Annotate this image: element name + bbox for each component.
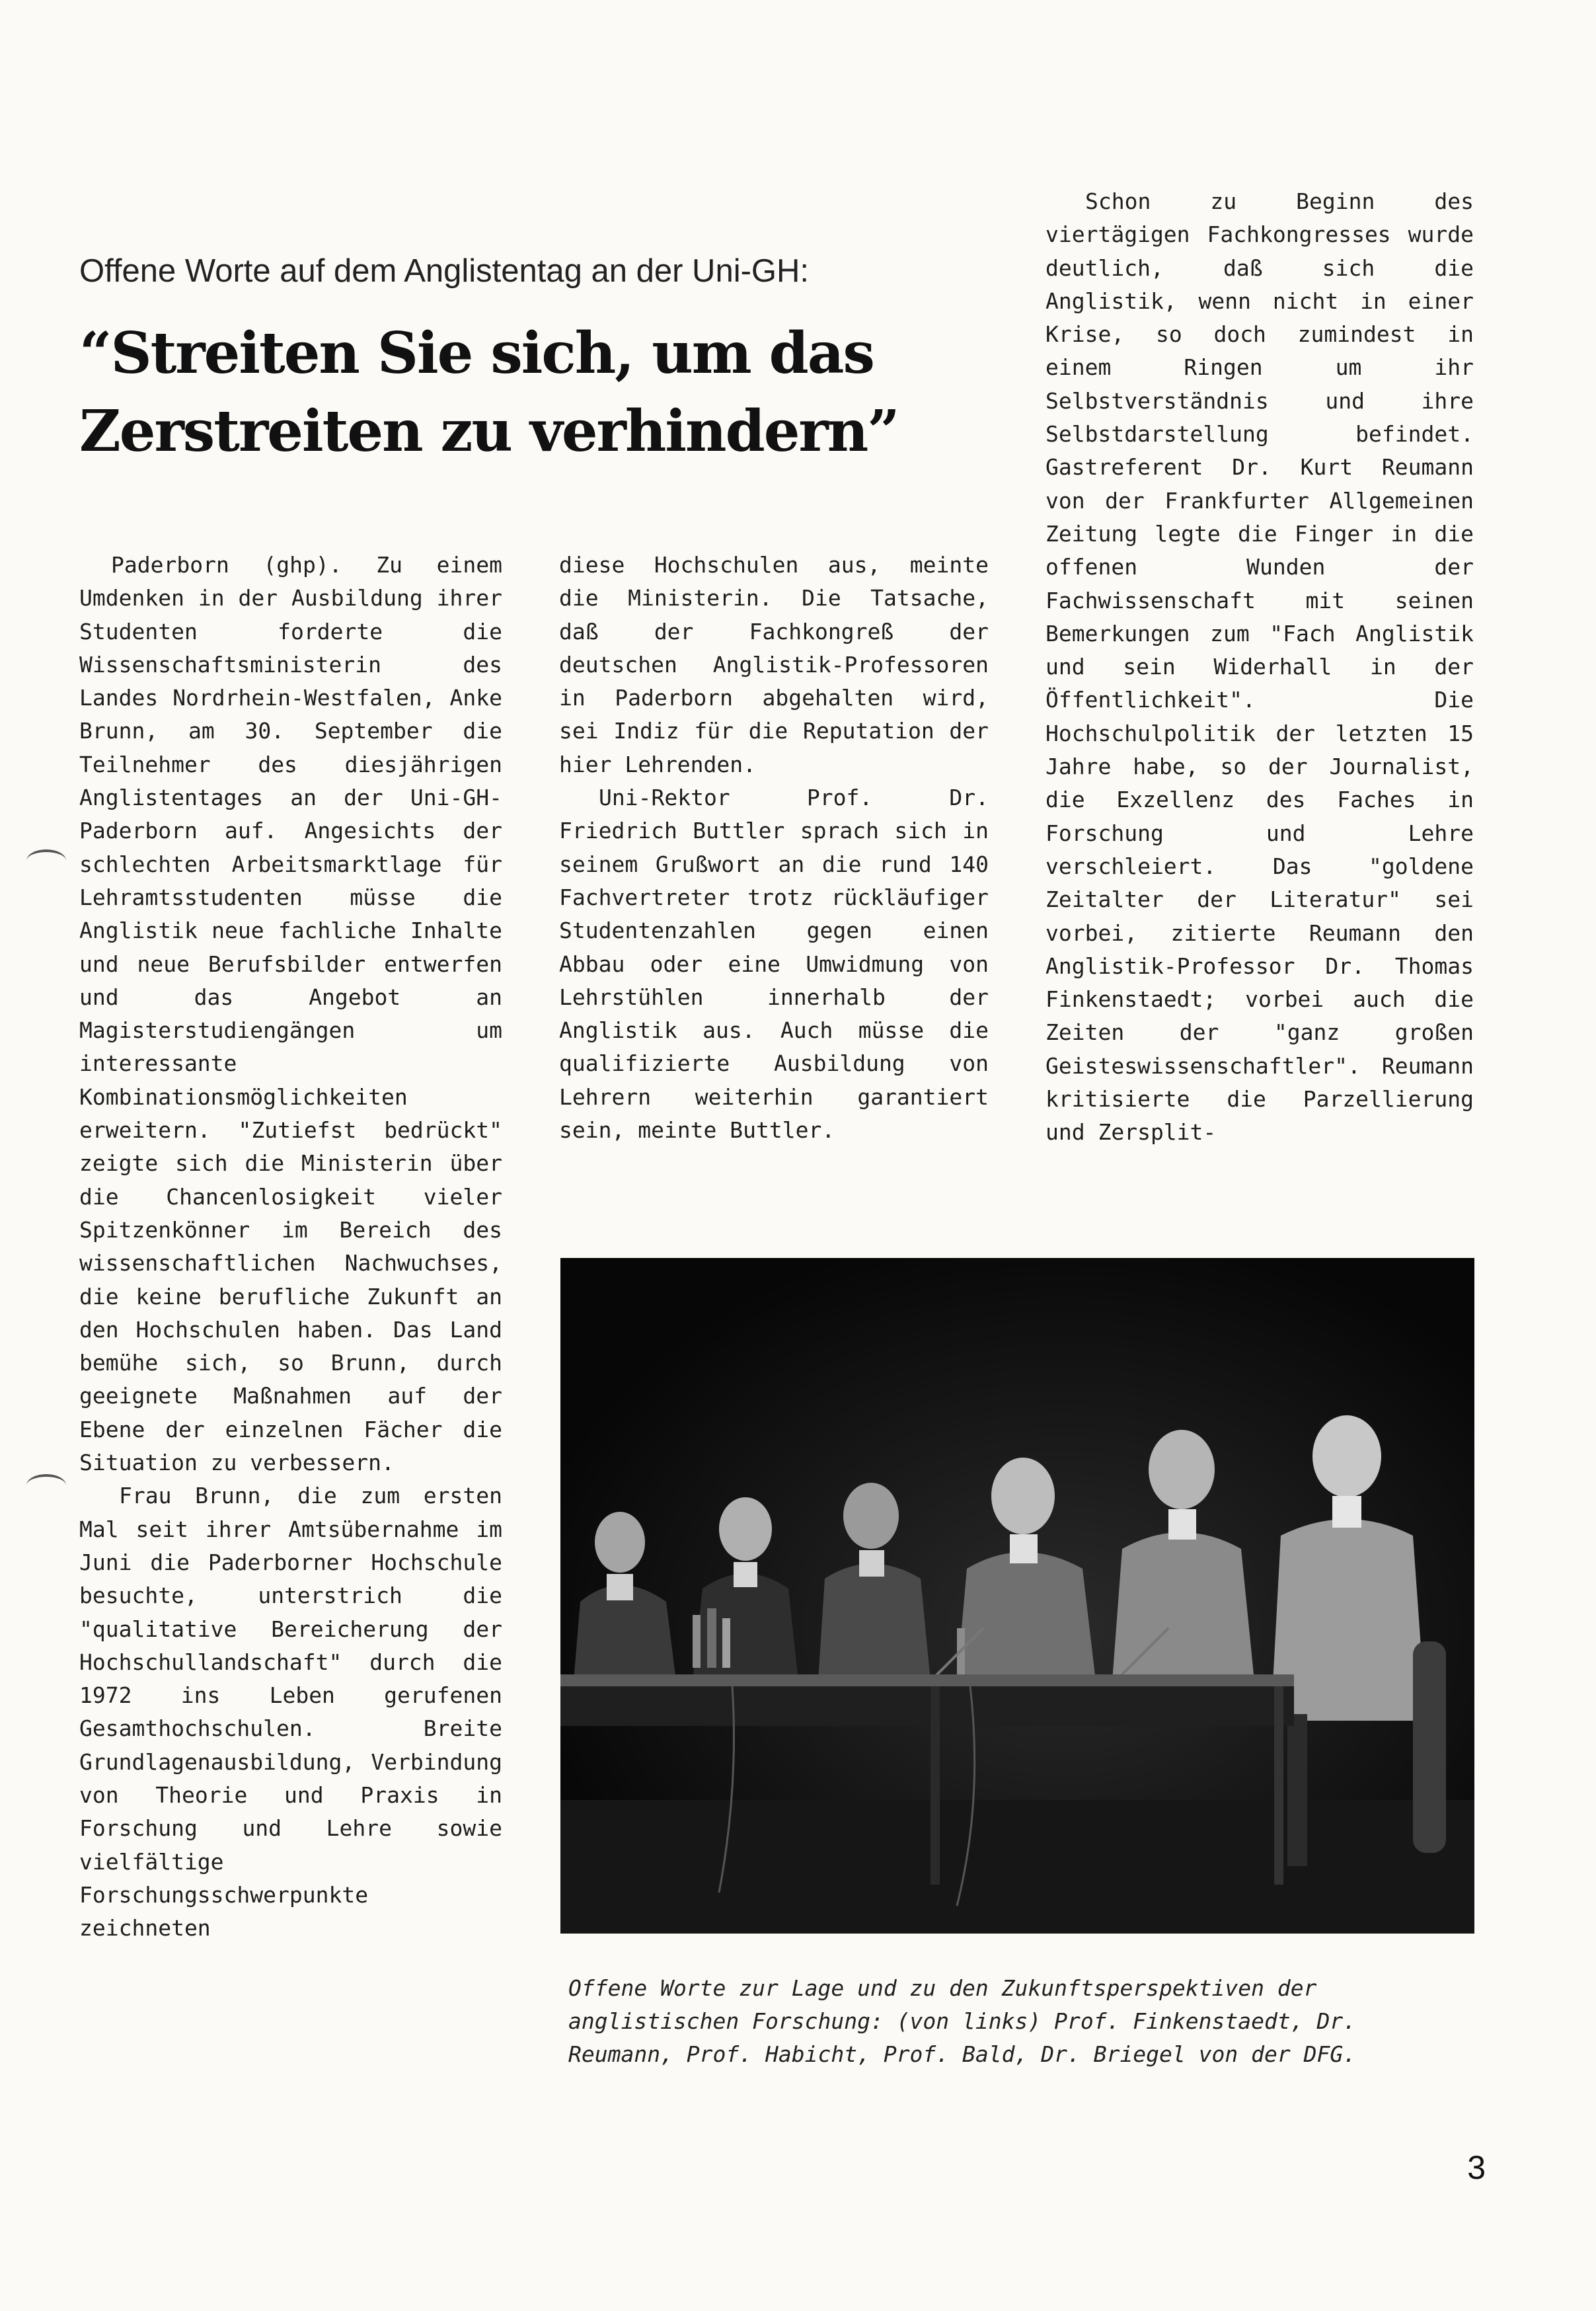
photo-caption: Offene Worte zur Lage und zu den Zukunftsperspektiven der anglistischen Forschung: (von links) Prof. Finkenstaedt, Dr. Reumann, Prof. Habicht, Prof. Bald, Dr. Briegel von der DFG.: [568, 1975, 1357, 2067]
panel-discussion-photo: [560, 1258, 1474, 1934]
photo-illustration: [560, 1258, 1474, 1934]
page-number: 3: [1467, 2149, 1486, 2186]
punch-hole-mark-top: [26, 849, 66, 872]
article-headline: [79, 315, 991, 471]
headline-line-1: “Streiten Sie sich, um das: [79, 320, 874, 387]
article-column-3: [1045, 185, 1474, 1150]
article-column-1: [79, 549, 502, 1945]
article-kicker: Offene Worte auf dem Anglistentag an der Uni-GH:: [79, 253, 810, 289]
column-1-paragraph: Paderborn (ghp). Zu einem Umdenken in der Ausbildung ihrer Studenten forderte die Wissenschaftsministerin des Landes Nordrhein-Westfalen, Anke Brunn, am 30. September die Teilnehmer des diesjährigen Anglistentages an der Uni-GH-Paderborn auf. Angesichts der schlechten Arbeitsmarktlage für Lehramtsstudenten müsse die Anglistik neue fachliche Inhalte und neue Berufsbilder entwerfen und das Angebot an Magisterstudiengängen um interessante Kombinationsmöglichkeiten erweitern. "Zutiefst bedrückt" zeigte sich die Ministerin über die Chancenlosigkeit vieler Spitzenkönner im Bereich des wissenschaftlichen Nachwuchses, die keine berufliche Zukunft an den Hochschulen haben. Das Land bemühe sich, so Brunn, durch geeignete Maßnahmen auf der Ebene der einzelnen Fächer die Situation zu verbessern.: [79, 552, 502, 1476]
column-2-paragraph: diese Hochschulen aus, meinte die Ministerin. Die Tatsache, daß der Fachkongreß der deutschen Anglistik-Professoren in Paderborn abgehalten wird, sei Indiz für die Reputation der hier Lehrenden.: [559, 552, 989, 777]
punch-hole-mark-bottom: [26, 1474, 66, 1497]
headline-line-2: Zerstreiten zu verhindern”: [79, 398, 899, 465]
column-2-paragraph: Uni-Rektor Prof. Dr. Friedrich Buttler sprach sich in seinem Grußwort an die rund 140 Fachvertreter trotz rückläufiger Studentenzahlen gegen einen Abbau oder eine Umwidmung von Lehrstühlen innerhalb der Anglistik aus. Auch müsse die qualifizierte Ausbildung von Lehrern weiterhin garantiert sein, meinte Buttler.: [559, 785, 989, 1144]
column-1-paragraph: Frau Brunn, die zum ersten Mal seit ihrer Amtsübernahme im Juni die Paderborner Hochschule besuchte, unterstrich die "qualitative Bereicherung der Hochschullandschaft" durch die 1972 ins Leben gerufenen Gesamthochschulen. Breite Grundlagenausbildung, Verbindung von Theorie und Praxis in Forschung und Lehre sowie vielfältige Forschungsschwerpunkte zeichneten: [79, 1483, 502, 1941]
column-3-paragraph: Schon zu Beginn des viertägigen Fachkongresses wurde deutlich, daß sich die Anglistik, wenn nicht in einer Krise, so doch zumindest in einem Ringen um ihr Selbstverständnis und ihre Selbstdarstellung befindet. Gastreferent Dr. Kurt Reumann von der Frankfurter Allgemeinen Zeitung legte die Finger in die offenen Wunden der Fachwissenschaft mit seinen Bemerkungen zum "Fach Anglistik und sein Widerhall in der Öffentlichkeit". Die Hochschulpolitik der letzten 15 Jahre habe, so der Journalist, die Exzellenz des Faches in Forschung und Lehre verschleiert. Das "goldene Zeitalter der Literatur" sei vorbei, zitierte Reumann den Anglistik-Professor Dr. Thomas Finkenstaedt; vorbei auch die Zeiten der "ganz großen Geisteswissenschaftler". Reumann kritisierte die Parzellierung und Zersplit-: [1045, 188, 1474, 1146]
article-column-2: [559, 549, 989, 1147]
